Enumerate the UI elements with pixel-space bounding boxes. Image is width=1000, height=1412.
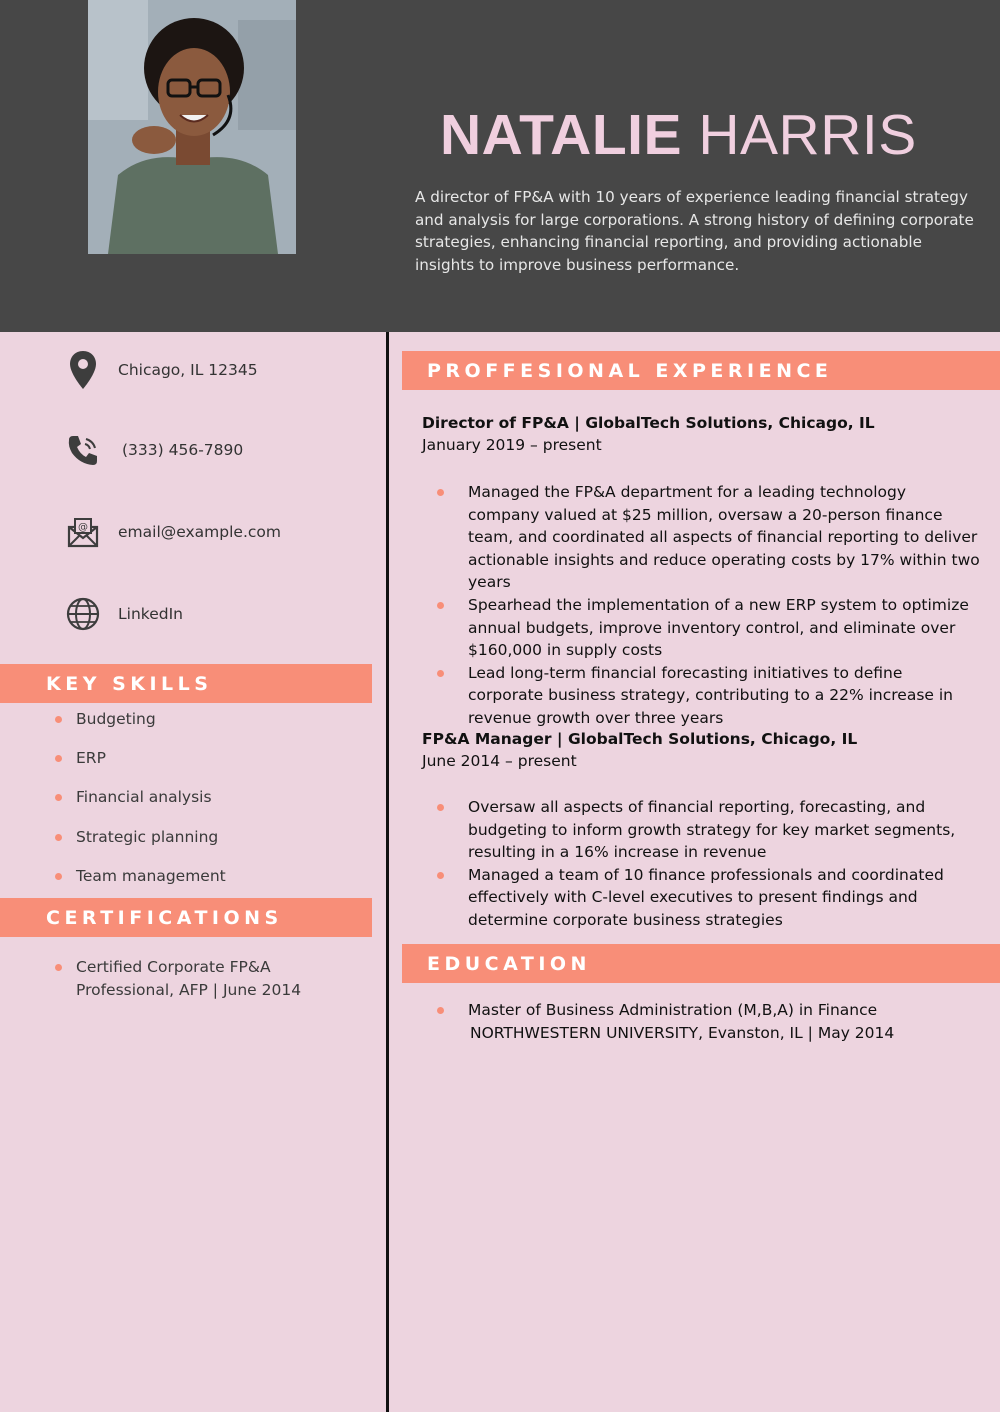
bullet-dot	[55, 964, 62, 971]
job-title: FP&A Manager | GlobalTech Solutions, Chicago, IL	[422, 730, 858, 748]
bullet-text: Oversaw all aspects of financial reporting, forecasting, and budgeting to inform growth strategy for key market segments, resulting in a 16% increase in revenue	[468, 798, 956, 862]
degree-text: Master of Business Administration (M,B,A) in Finance	[468, 1001, 878, 1019]
email-icon	[64, 513, 102, 551]
school-text: NORTHWESTERN UNIVERSITY, Evanston, IL | May 2014	[470, 1023, 895, 1042]
bullet-text: Spearhead the implementation of a new ERP system to optimize annual budgets, improve inventory control, and eliminate over $160,000 in supply costs	[468, 595, 969, 660]
contact-phone	[64, 428, 364, 472]
email-text[interactable]: email@example.com	[118, 523, 281, 541]
bullet-text: Managed the FP&A department for a leading technology company valued at $25 million, oversaw a 20-person finance team, and coordinated all aspects of financial reporting to deliver actionable insights and reduce operating costs by 17% within two years	[468, 483, 980, 592]
bullet-dot	[437, 872, 444, 879]
skill-label: ERP	[76, 749, 106, 767]
candidate-name	[440, 100, 980, 170]
phone-icon	[64, 431, 102, 469]
skill-item	[55, 710, 156, 728]
profile-photo	[88, 0, 296, 254]
bullet-text: Lead long-term financial forecasting initiatives to define corporate business strategy, contributing to a 22% increase in revenue growth over three years	[468, 663, 953, 727]
contact-location	[64, 348, 364, 392]
bullet-dot	[437, 804, 444, 811]
skill-item	[55, 788, 212, 806]
profile-photo-illustration	[88, 0, 296, 254]
professional-summary: A director of FP&A with 10 years of experience leading financial strategy and analysis for large corporations. A strong history of defining corporate strategies, enhancing financial reporting, and providing actionable insights to improve business performance.	[415, 188, 974, 274]
certification-text: Certified Corporate FP&A Professional, AFP | June 2014	[76, 958, 302, 999]
education-heading: EDUCATION	[402, 944, 1000, 983]
bullet-dot	[55, 755, 62, 762]
location-pin-icon	[64, 351, 102, 389]
skill-item	[55, 828, 218, 846]
job-bullet	[437, 481, 982, 594]
skill-label: Financial analysis	[76, 788, 212, 806]
job-dates: June 2014 – present	[422, 752, 577, 770]
skill-label: Budgeting	[76, 710, 156, 728]
job-bullet	[437, 864, 982, 932]
bullet-dot	[437, 1007, 444, 1014]
bullet-text: Managed a team of 10 finance professionals and coordinated effectively with C-level executives to present findings and determine corporate business strategies	[468, 865, 944, 929]
job-dates: January 2019 – present	[422, 436, 602, 454]
job-title: Director of FP&A | GlobalTech Solutions, Chicago, IL	[422, 414, 875, 432]
header-banner	[0, 0, 1000, 332]
first-name: NATALIE	[440, 103, 683, 167]
certifications-heading: CERTIFICATIONS	[0, 898, 372, 937]
svg-text:@: @	[78, 522, 88, 533]
last-name: HARRIS	[698, 103, 917, 167]
skill-item	[55, 867, 226, 885]
bullet-dot	[437, 602, 444, 609]
phone-text: (333) 456-7890	[122, 441, 244, 459]
bullet-dot	[437, 489, 444, 496]
certification-item	[55, 956, 355, 1001]
bullet-dot	[55, 716, 62, 723]
skill-label: Strategic planning	[76, 828, 219, 846]
job-bullet	[437, 594, 982, 662]
location-text: Chicago, IL 12345	[118, 361, 258, 379]
bullet-dot	[437, 670, 444, 677]
job-bullet	[437, 662, 982, 730]
skill-item	[55, 749, 106, 767]
column-divider	[386, 332, 389, 1412]
bullet-dot	[55, 834, 62, 841]
bullet-dot	[55, 873, 62, 880]
contact-email	[64, 510, 364, 554]
key-skills-heading: KEY SKILLS	[0, 664, 372, 703]
globe-icon	[64, 595, 102, 633]
job-bullets	[437, 481, 982, 730]
experience-heading: PROFFESIONAL EXPERIENCE	[402, 351, 1000, 390]
job-bullet	[437, 796, 982, 864]
contact-linkedin	[64, 592, 364, 636]
linkedin-link[interactable]: LinkedIn	[118, 605, 183, 623]
job-bullets	[437, 796, 982, 932]
skill-label: Team management	[76, 867, 226, 885]
bullet-dot	[55, 794, 62, 801]
education-item	[437, 999, 982, 1044]
